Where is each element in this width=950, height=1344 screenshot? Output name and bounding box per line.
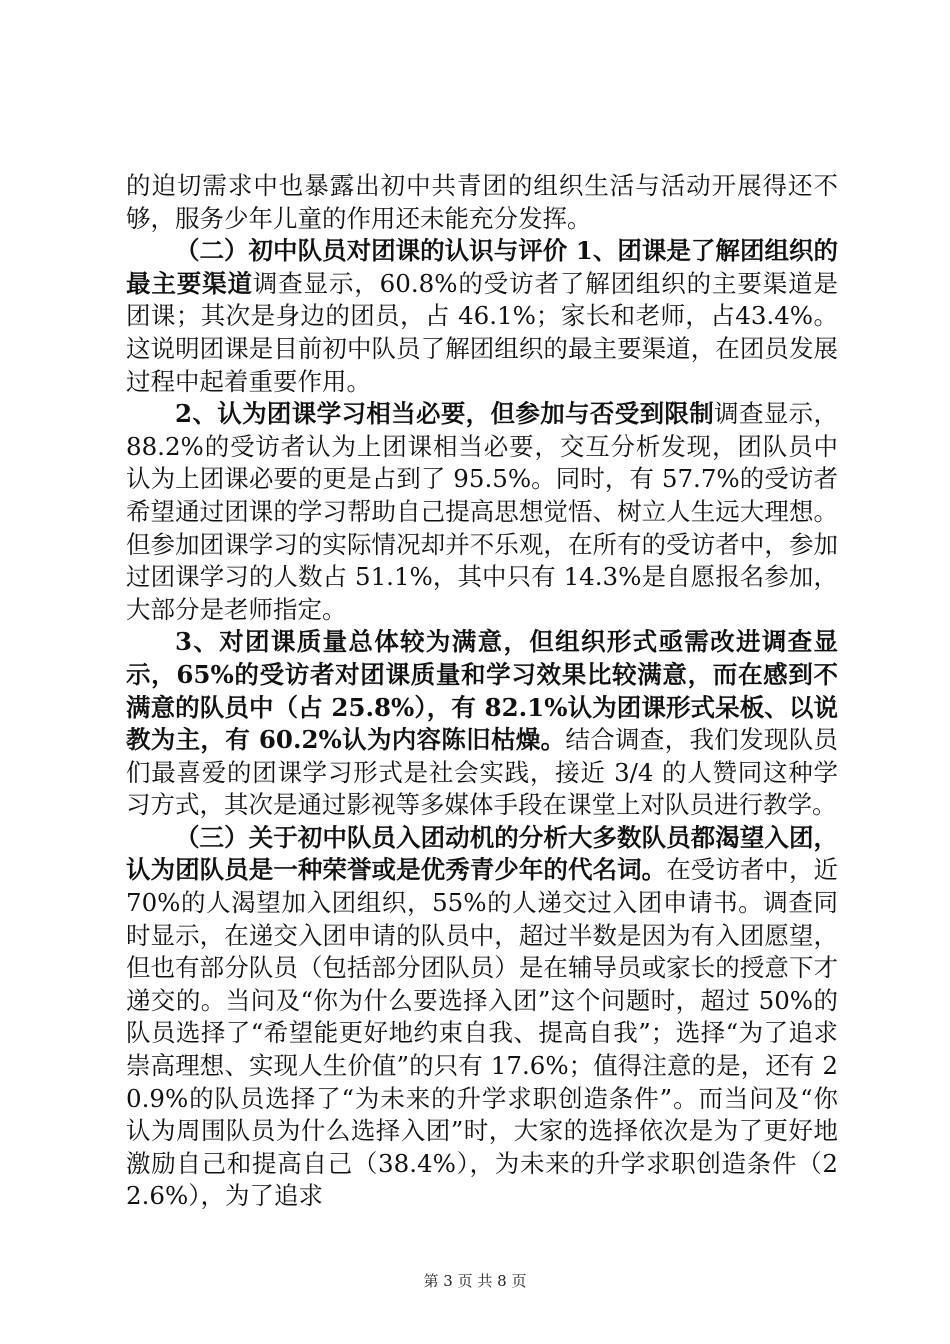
paragraph-text: 在受访者中，近 70%的人渴望加入团组织，55%的人递交过入团申请书。调查同时显示，在递交入团申请的队员中，超过半数是因为有入团愿望，但也有部分队员（包括部分团队员）是在辅导员或家长的授意下才递交的。当问及“你为什么要选择入团”这个问题时，超过 50%的队员选择了“希望能更好地约束自我、提高自我”；选择“为了追求崇高理想、实现人生价值”的只有 17.6%；值得注意的是，还有 20.9%的队员选择了“为未来的升学求职创造条件”。而当问及“你认为周围队员为什么选择入团”时，大家的选择依次是为了更好地激励自己和提高自己（38.4%），为未来的升学求职创造条件（22.6%），为了追求: [126, 855, 839, 1211]
paragraph-lead: （三）关于初中队员入团动机的分析大多数队员都渴望入团，认为团队员是一种荣誉或是优秀青少年的代名词。: [126, 822, 838, 885]
paragraph-text: 的迫切需求中也暴露出初中共青团的组织生活与活动开展得还不够，服务少年儿童的作用还未能充分发挥。: [126, 171, 838, 233]
paragraph-lead: 3、对团课质量总体较为满意，但组织形式亟需改进调查显示，65%的受访者对团课质量和学习效果比较满意，而在感到不满意的队员中（占 25.8%），有 82.1%认为团课形式呆板、以说教为主，有 60.2%认为内容陈旧枯燥。: [126, 627, 838, 755]
paragraph-lead: （二）初中队员对团课的认识与评价 1、团课是了解团组织的最主要渠道: [126, 236, 838, 298]
paragraph-point-3: [126, 626, 838, 822]
paragraph-text: 调查显示，88.2%的受访者认为上团课相当必要，交互分析发现，团队员中认为上团课必要的更是占到了 95.5%。同时，有 57.7%的受访者希望通过团课的学习帮助自己提高思想觉悟、树立人生远大理想。但参加团课学习的实际情况却并不乐观，在所有的受访者中，参加过团课学习的人数占 51.1%，其中只有 14.3%是自愿报名参加，大部分是老师指定。: [126, 399, 839, 624]
paragraph-lead: 2、认为团课学习相当必要，但参加与否受到限制: [175, 399, 715, 429]
paragraph-section-3: [126, 822, 838, 1213]
page-footer: 第 3 页 共 8 页: [423, 1272, 527, 1290]
paragraph-text: 结合调查，我们发现队员们最喜爱的团课学习形式是社会实践，接近 3/4 的人赞同这种学习方式，其次是通过影视等多媒体手段在课堂上对队员进行教学。: [126, 725, 839, 820]
paragraph-point-2: [126, 398, 838, 626]
paragraph-section-2: [126, 235, 838, 398]
paragraph-text: 调查显示，60.8%的受访者了解团组织的主要渠道是团课；其次是身边的团员，占 46.1%；家长和老师，占43.4%。这说明团课是目前初中队员了解团组织的最主要渠道，在团员发展过程中起着重要作用。: [126, 268, 838, 396]
document-body: [126, 170, 838, 1213]
paragraph-continuation: [126, 170, 838, 235]
